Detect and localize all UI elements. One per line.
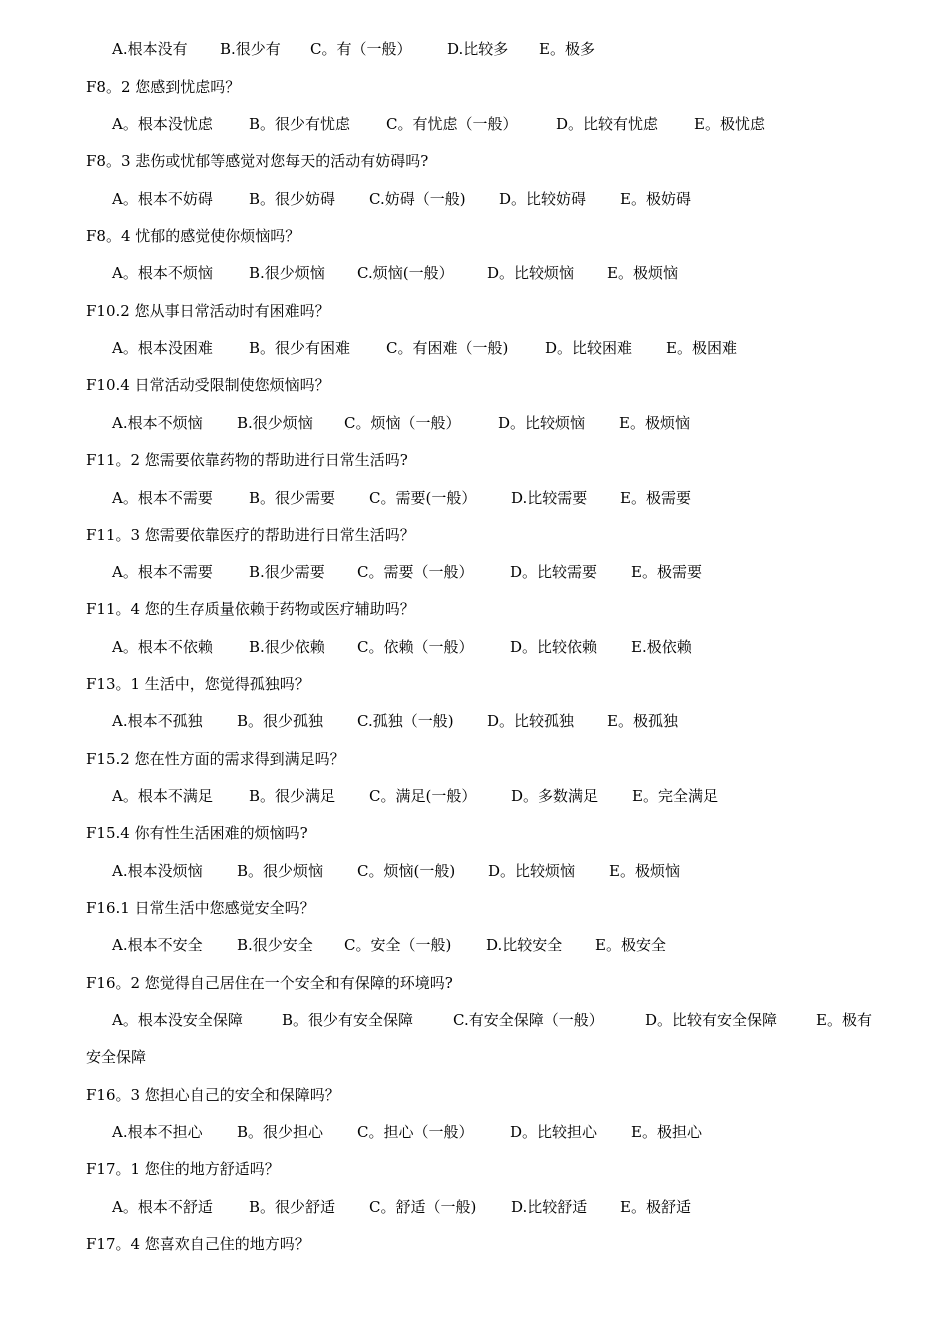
option-d: D。多数满足: [511, 787, 599, 805]
option-b: B.很少有: [220, 40, 281, 58]
option-c: C。安全（一般): [344, 936, 452, 954]
option-b: B。很少有困难: [249, 339, 351, 357]
option-a: A.根本没烦恼: [112, 862, 203, 880]
option-a: A.根本不孤独: [112, 712, 203, 730]
option-a: A。根本没忧虑: [112, 115, 213, 133]
option-e: E。极孤独: [607, 712, 678, 730]
option-e: E。极烦恼: [619, 414, 690, 432]
option-e: E。极需要: [631, 563, 702, 581]
option-e: E.极依赖: [631, 638, 692, 656]
option-a: A。根本没困难: [112, 339, 213, 357]
option-a: A。根本不满足: [112, 787, 213, 805]
question-f15-2: F15.2 您在性方面的需求得到满足吗？: [86, 750, 345, 768]
option-b: B.很少安全: [237, 936, 313, 954]
option-e: E。极烦恼: [607, 264, 678, 282]
option-b: B。很少担心: [237, 1123, 324, 1141]
question-f13-1: F13。1 生活中，您觉得孤独吗？: [86, 675, 310, 693]
option-d: D。比较有安全保障: [645, 1011, 778, 1029]
option-b: B.很少烦恼: [237, 414, 313, 432]
option-c: C。依赖（一般）: [357, 638, 474, 656]
option-b: B。很少满足: [249, 787, 336, 805]
option-b: B。很少孤独: [237, 712, 324, 730]
option-c: C.妨碍（一般): [369, 190, 466, 208]
option-d: D。比较烦恼: [498, 414, 586, 432]
option-a: A。根本没安全保障: [112, 1011, 243, 1029]
option-a: A.根本不担心: [112, 1123, 203, 1141]
option-d: D。比较依赖: [510, 638, 598, 656]
option-d: D.比较安全: [486, 936, 563, 954]
option-d: D。比较需要: [510, 563, 598, 581]
option-e: E。完全满足: [632, 787, 718, 805]
option-c: C.有安全保障（一般）: [453, 1011, 604, 1029]
option-c: C。需要(一般）: [369, 489, 477, 507]
question-f17-4: F17。4 您喜欢自己住的地方吗？: [86, 1235, 310, 1253]
option-c: C。担心（一般）: [357, 1123, 474, 1141]
option-e: E。极忧虑: [694, 115, 765, 133]
option-e: E。极烦恼: [609, 862, 680, 880]
option-e: E。极舒适: [620, 1198, 691, 1216]
option-c: C.烦恼(一般）: [357, 264, 454, 282]
option-d: D。比较有忧虑: [556, 115, 659, 133]
question-f8-2: F8。2 您感到忧虑吗？: [86, 78, 241, 96]
option-c: C。满足(一般）: [369, 787, 477, 805]
option-a: A。根本不妨碍: [112, 190, 213, 208]
option-d: D.比较舒适: [511, 1198, 588, 1216]
question-f11-4: F11。4 您的生存质量依赖于药物或医疗辅助吗？: [86, 600, 415, 618]
option-c: C。需要（一般）: [357, 563, 474, 581]
option-d: D。比较困难: [545, 339, 633, 357]
option-e: E。极有: [816, 1011, 872, 1029]
question-f8-3: F8。3 悲伤或忧郁等感觉对您每天的活动有妨碍吗?: [86, 152, 429, 170]
option-a: A.根本没有: [112, 40, 188, 58]
option-e: E。极安全: [595, 936, 666, 954]
option-a: A。根本不烦恼: [112, 264, 213, 282]
option-c: C。烦恼(一般): [357, 862, 456, 880]
option-d: D。比较妨碍: [499, 190, 587, 208]
option-c: C.孤独（一般): [357, 712, 454, 730]
option-c: C。有困难（一般): [386, 339, 509, 357]
option-d: D。比较孤独: [487, 712, 575, 730]
question-f15-4: F15.4 你有性生活困难的烦恼吗?: [86, 824, 308, 842]
option-c: C。有（一般）: [310, 40, 412, 58]
option-e: E。极需要: [620, 489, 691, 507]
option-b: B。很少妨碍: [249, 190, 336, 208]
option-b: B。很少有忧虑: [249, 115, 351, 133]
option-a: A。根本不舒适: [112, 1198, 213, 1216]
option-b: B。很少烦恼: [237, 862, 324, 880]
option-a: A。根本不需要: [112, 489, 213, 507]
option-a: A。根本不依赖: [112, 638, 213, 656]
option-b: B.很少烦恼: [249, 264, 325, 282]
option-c: C。烦恼（一般）: [344, 414, 461, 432]
option-d: D。比较担心: [510, 1123, 598, 1141]
question-f16-1: F16.1 日常生活中您感觉安全吗？: [86, 899, 315, 917]
option-b: B。很少需要: [249, 489, 336, 507]
question-f8-4: F8。4 忧郁的感觉使你烦恼吗？: [86, 227, 301, 245]
option-c: C。舒适（一般): [369, 1198, 477, 1216]
question-f11-3: F11。3 您需要依靠医疗的帮助进行日常生活吗？: [86, 526, 415, 544]
question-f11-2: F11。2 您需要依靠药物的帮助进行日常生活吗?: [86, 451, 408, 469]
option-d: D。比较烦恼: [487, 264, 575, 282]
option-d: D.比较需要: [511, 489, 588, 507]
option-b: B.很少依赖: [249, 638, 325, 656]
option-d: D.比较多: [447, 40, 509, 58]
option-e: E。极担心: [631, 1123, 702, 1141]
option-b: B。很少有安全保障: [282, 1011, 414, 1029]
option-e: E。极多: [539, 40, 595, 58]
option-c: C。有忧虑（一般）: [386, 115, 518, 133]
question-f10-4: F10.4 日常活动受限制使您烦恼吗？: [86, 376, 330, 394]
question-f10-2: F10.2 您从事日常活动时有困难吗？: [86, 302, 330, 320]
option-b: B.很少需要: [249, 563, 325, 581]
question-f17-1: F17。1 您住的地方舒适吗？: [86, 1160, 280, 1178]
option-e: E。极妨碍: [620, 190, 691, 208]
option-a: A.根本不烦恼: [112, 414, 203, 432]
question-f16-2: F16。2 您觉得自己居住在一个安全和有保障的环境吗?: [86, 974, 453, 992]
option-b: B。很少舒适: [249, 1198, 336, 1216]
option-d: D。比较烦恼: [488, 862, 576, 880]
option-a: A。根本不需要: [112, 563, 213, 581]
option-a: A.根本不安全: [112, 936, 203, 954]
option-e: E。极困难: [666, 339, 737, 357]
option-e-continuation: 安全保障: [86, 1048, 147, 1066]
question-f16-3: F16。3 您担心自己的安全和保障吗？: [86, 1086, 340, 1104]
